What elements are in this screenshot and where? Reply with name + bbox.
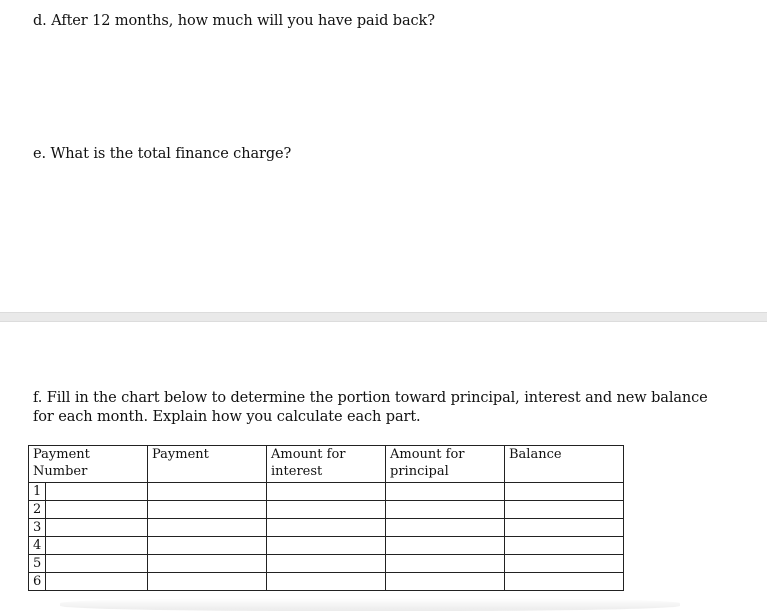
balance-cell[interactable] xyxy=(505,555,624,573)
amortization-table xyxy=(28,445,624,591)
question-e: e. What is the total finance charge? xyxy=(33,146,292,162)
payment-cell[interactable] xyxy=(148,573,267,591)
payment-cell[interactable] xyxy=(148,537,267,555)
principal-cell[interactable] xyxy=(386,483,505,501)
header-payment-number: Payment Number xyxy=(29,446,148,483)
table-row xyxy=(29,519,624,537)
payment-cell[interactable] xyxy=(148,483,267,501)
header-payment: Payment xyxy=(148,446,267,483)
header-amount-for-interest: Amount for interest xyxy=(267,446,386,483)
payment-number: 3 xyxy=(29,519,46,536)
header-amount-for-principal: Amount for principal xyxy=(386,446,505,483)
payment-number: 2 xyxy=(29,501,46,518)
table-row xyxy=(29,483,624,501)
table-row xyxy=(29,501,624,519)
table-row xyxy=(29,555,624,573)
page-break xyxy=(0,312,767,322)
interest-cell[interactable] xyxy=(267,501,386,519)
payment-number: 5 xyxy=(29,555,46,572)
payment-number: 4 xyxy=(29,537,46,554)
payment-cell[interactable] xyxy=(148,519,267,537)
page-shadow xyxy=(60,598,680,611)
payment-number-cell xyxy=(29,519,148,537)
payment-number-cell xyxy=(29,555,148,573)
balance-cell[interactable] xyxy=(505,501,624,519)
question-d: d. After 12 months, how much will you have paid back? xyxy=(33,13,435,29)
table-row xyxy=(29,573,624,591)
interest-cell[interactable] xyxy=(267,483,386,501)
balance-cell[interactable] xyxy=(505,573,624,591)
payment-number-cell xyxy=(29,501,148,519)
payment-cell[interactable] xyxy=(148,501,267,519)
principal-cell[interactable] xyxy=(386,573,505,591)
question-f: f. Fill in the chart below to determine the portion toward principal, interest and new balance for each month. Explain how you calculate each part. xyxy=(33,390,708,425)
header-balance: Balance xyxy=(505,446,624,483)
payment-number-cell xyxy=(29,483,148,501)
table-row xyxy=(29,537,624,555)
payment-number: 6 xyxy=(29,573,46,590)
principal-cell[interactable] xyxy=(386,519,505,537)
table-header-row xyxy=(29,446,624,483)
interest-cell[interactable] xyxy=(267,573,386,591)
payment-number-cell xyxy=(29,537,148,555)
balance-cell[interactable] xyxy=(505,519,624,537)
payment-number: 1 xyxy=(29,483,46,500)
principal-cell[interactable] xyxy=(386,537,505,555)
principal-cell[interactable] xyxy=(386,501,505,519)
interest-cell[interactable] xyxy=(267,519,386,537)
balance-cell[interactable] xyxy=(505,483,624,501)
principal-cell[interactable] xyxy=(386,555,505,573)
interest-cell[interactable] xyxy=(267,537,386,555)
balance-cell[interactable] xyxy=(505,537,624,555)
payment-number-cell xyxy=(29,573,148,591)
payment-cell[interactable] xyxy=(148,555,267,573)
interest-cell[interactable] xyxy=(267,555,386,573)
